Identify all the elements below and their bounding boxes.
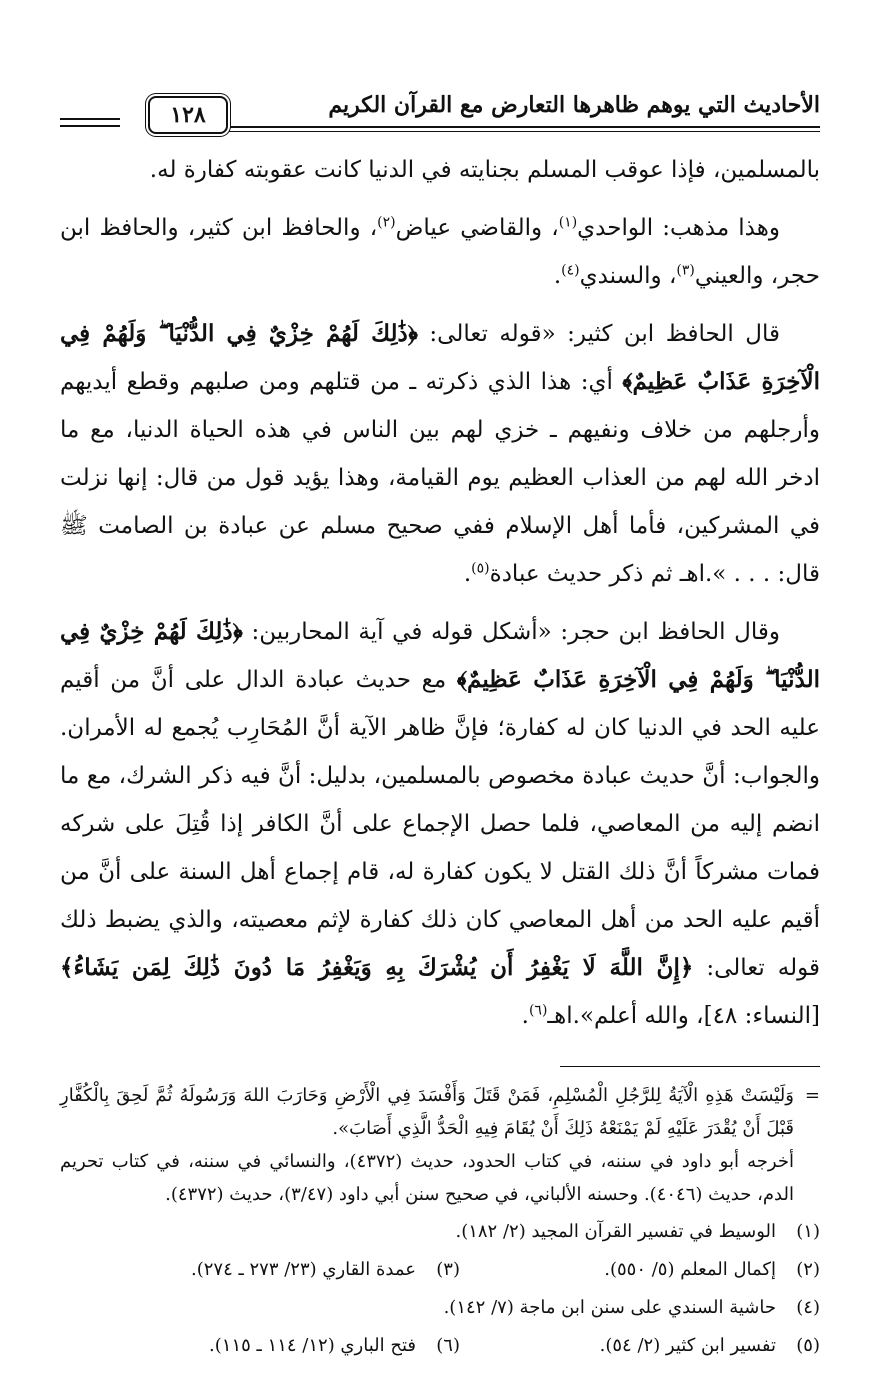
footnote-text: فتح الباري (١٢/ ١١٤ ـ ١١٥). [209,1335,416,1356]
continuation-mark: = [804,1085,820,1106]
text-run: أي: هذا الذي ذكرته ـ من قتلهم ومن صلبهم وقطع أيديهم وأرجلهم من خلاف ونفيهم ـ خزي لهم بين الناس في هذه الحياة الدنيا، مع ما ادخر الله لهم من العذاب العظيم يوم القيامة، وهذا يؤيد قول من قال: إنها نزلت في المشركين، فأما أهل الإسلام ففي صحيح مسلم عن عبادة بن الصامت ﷺ قال: . . . ».اهـ ثم ذكر حديث عبادة [60,369,820,587]
footnote-ref-5[interactable]: (٥) [471,560,490,577]
footnote-3 [191,1253,460,1286]
page-number: ١٢٨ [148,96,228,134]
footnote-number: (٢) [796,1259,820,1280]
footnote-4 [444,1291,820,1324]
footnote-row [60,1215,820,1248]
footnote-row [60,1329,820,1362]
footnote-1 [455,1215,820,1248]
footnote-ref-1[interactable]: (١) [558,214,578,231]
paragraph-1: بالمسلمين، فإذا عوقب المسلم بجنايته في الدنيا كانت عقوبته كفارة له. [149,157,820,183]
text-run: . [521,1003,529,1029]
text-run: وقال الحافظ ابن حجر: «أشكل قوله في آية المحاربين: [242,619,780,645]
page-header [60,82,820,138]
continuation-source: أخرجه أبو داود في سننه، في كتاب الحدود، حديث (٤٣٧٢)، والنسائي في سننه، في كتاب تحريم الدم، حديث (٤٠٤٦). وحسنه الألباني، في صحيح سنن أبي داود (٣/٤٧)، حديث (٤٣٧٢). [60,1151,794,1205]
running-title: الأحاديث التي يوهم ظاهرها التعارض مع القرآن الكريم [328,92,820,118]
footnote-6 [209,1329,460,1362]
footnote-row [60,1291,820,1324]
footnote-divider [560,1066,820,1067]
footnote-text: تفسير ابن كثير (٢/ ٥٤). [599,1335,776,1356]
footnote-number: (٣) [436,1259,460,1280]
quran-verse: ﴿إِنَّ اللَّهَ لَا يَغْفِرُ أَن يُشْرَكَ بِهِ وَيَغْفِرُ مَا دُونَ ذَٰلِكَ لِمَن يَشَاءُ﴾ [60,954,694,981]
text-run: وهذا مذهب: الواحدي [577,215,780,241]
main-text [60,146,820,1040]
footnote-row [60,1253,820,1286]
text-run: ، والقاضي عياض [395,215,559,241]
text-run: ، والسندي [579,263,677,289]
header-ornament [60,118,120,130]
footnote-text: حاشية السندي على سنن ابن ماجة (٧/ ١٤٢). [443,1297,776,1318]
text-run: . [463,561,472,587]
footnote-ref-6[interactable]: (٦) [528,1002,548,1019]
footnote-number: (١) [796,1221,820,1242]
footnote-text: عمدة القاري (٢٣/ ٢٧٣ ـ ٢٧٤). [191,1259,416,1280]
book-page [60,82,820,1367]
quran-verse: ﴿ذَٰلِكَ لَهُمْ خِزْيٌ فِي الدُّنْيَا ۖ وَلَهُمْ فِي الْآخِرَةِ عَذَابٌ عَظِيمٌ﴾ [60,320,820,395]
header-rule [200,126,820,132]
text-run: مع حديث عبادة الدال على أنَّ من أقيم عليه الحد في الدنيا كان له كفارة؛ فإنَّ ظاهر الآية أنَّ المُحَارِب يُجمع له الأمران. والجواب: أنَّ حديث عبادة مخصوص بالمسلمين، بدليل: أنَّ فيه ذكر الشرك، مع ما انضم إليه من المعاصي، فلما حصل الإجماع على أنَّ الكافر إذا قُتِلَ على شركه فمات مشركاً أنَّ ذلك القتل لا يكون كفارة له، قام إجماع أهل السنة على أنَّ من أقيم عليه الحد من أهل المعاصي كان ذلك كفارة لإثم معصيته، والذي يضبط ذلك قوله تعالى: [60,667,820,981]
footnotes [60,1079,820,1362]
footnote-continuation [60,1079,820,1211]
footnote-number: (٥) [796,1335,820,1356]
text-run: ، والحافظ ابن كثير، والحافظ ابن حجر، والعيني [60,215,820,289]
footnote-number: (٦) [436,1335,460,1356]
footnote-text: الوسيط في تفسير القرآن المجيد (٢/ ١٨٢). [455,1221,776,1242]
footnote-text: إكمال المعلم (٥/ ٥٥٠). [604,1259,776,1280]
footnote-ref-4[interactable]: (٤) [561,262,580,279]
continuation-hadith: وَلَيْسَتْ هَذِهِ الْآيَةُ لِلرَّجُلِ الْمُسْلِمِ، فَمَنْ قَتَلَ وَأَفْسَدَ فِي الْأَرْضِ وَحَارَبَ اللهَ وَرَسُولَهُ ثُمَّ لَحِقَ بِالْكُفَّارِ قَبْلَ أَنْ يُقْدَرَ عَلَيْهِ لَمْ يَمْنَعْهُ ذَلِكَ أَنْ يُقَامَ فِيهِ الْحَدُّ الَّذِي أَصَابَ». [60,1085,794,1139]
footnote-number: (٤) [796,1297,820,1318]
quran-verse: ﴿ذَٰلِكَ لَهُمْ خِزْيٌ فِي الدُّنْيَا ۖ وَلَهُمْ فِي الْآخِرَةِ عَذَابٌ عَظِيمٌ﴾ [60,618,820,693]
text-run: . [553,263,562,289]
paragraph-3 [60,310,820,598]
footnote-2 [460,1253,820,1286]
footnote-5 [460,1329,820,1362]
text-run: [النساء: ٤٨]، والله أعلم».اهـ [547,1003,820,1029]
text-run: قال الحافظ ابن كثير: «قوله تعالى: [417,321,780,347]
paragraph-4 [60,608,820,1040]
footnote-ref-3[interactable]: (٣) [676,262,695,279]
paragraph-2 [60,204,820,300]
footnote-ref-2[interactable]: (٢) [377,214,396,231]
